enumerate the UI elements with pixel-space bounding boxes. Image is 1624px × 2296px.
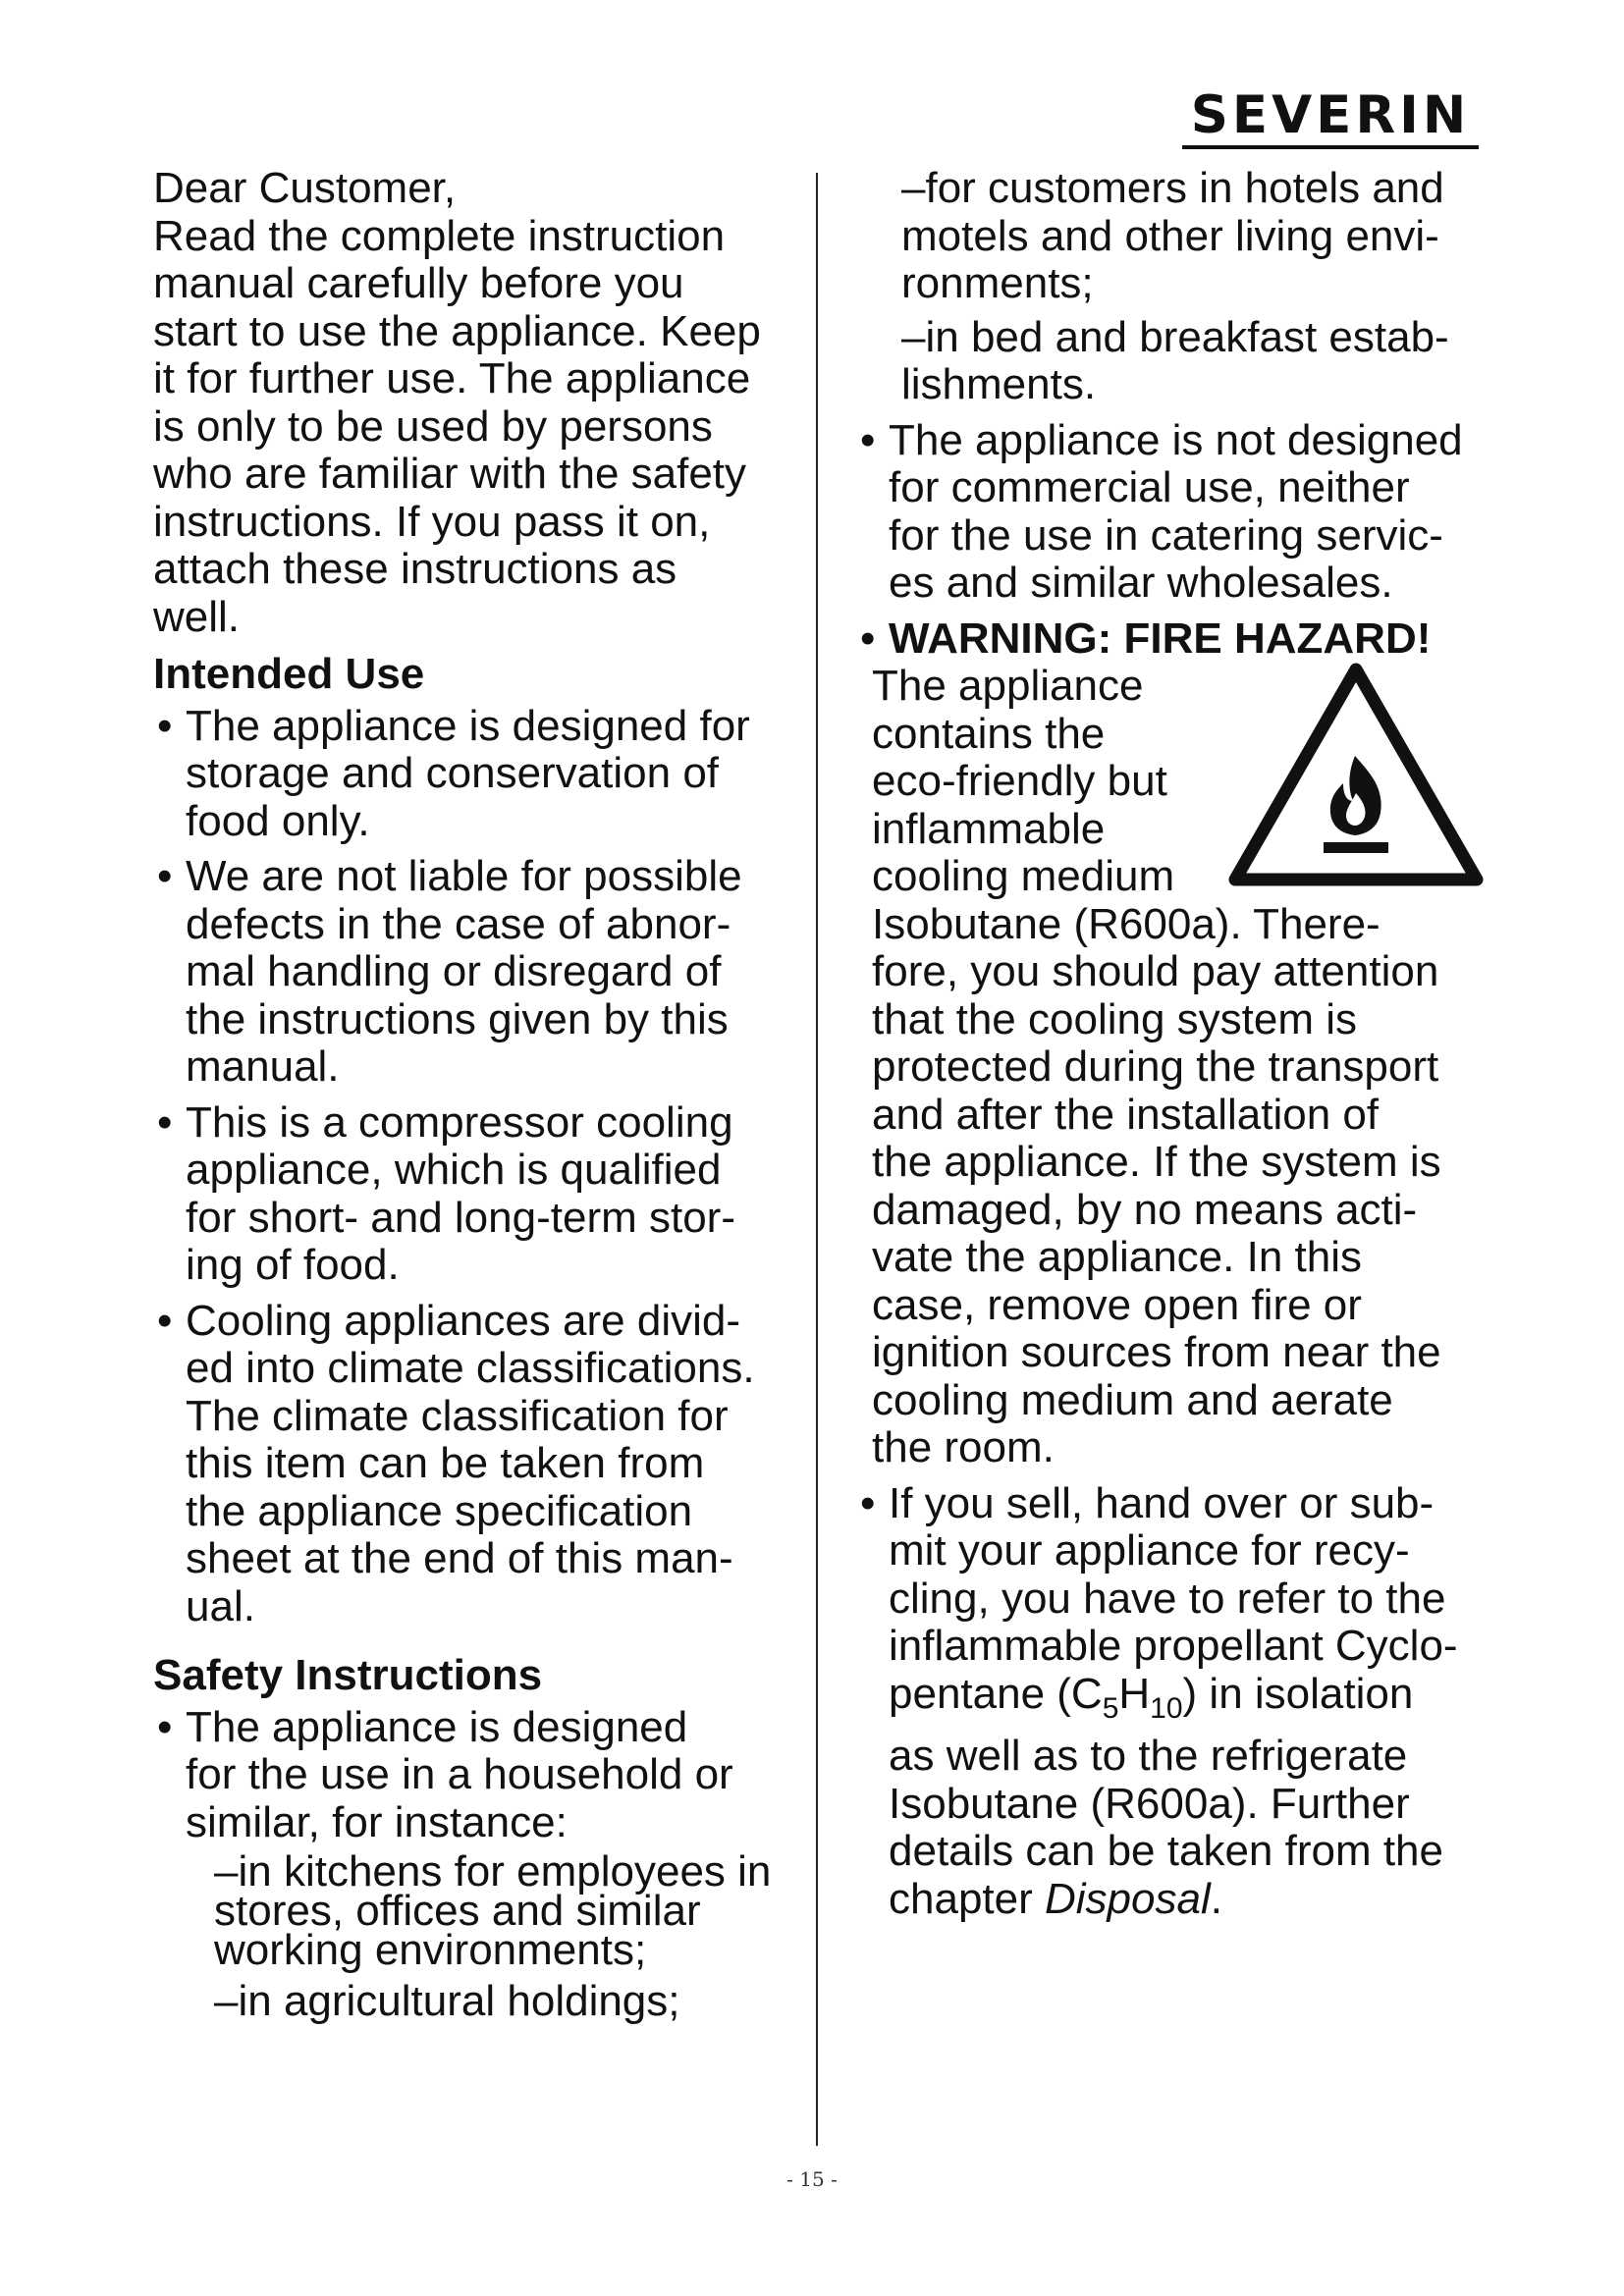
hydrogen-letter: H (1118, 1669, 1151, 1718)
bullet-text: Cooling appliances are divid- ed into climate classifications. The climate classification for this item can be taken from the appliance specification sheet at the end of this man- ual. (186, 1296, 755, 1630)
bullet-item (856, 1480, 1485, 1924)
brand-logo: SEVERIN (1182, 86, 1479, 149)
bullet-icon: • (157, 1296, 173, 1345)
warning-title: WARNING: FIRE HAZARD! (889, 614, 1432, 663)
subscript-10: 10 (1150, 1691, 1183, 1725)
bullet-icon: • (860, 415, 876, 464)
subscript-5: 5 (1102, 1691, 1119, 1725)
dash-item: –for customers in hotels and motels and other living envi- ronments; (901, 164, 1444, 307)
bullet-item (153, 1704, 801, 1847)
dash-item: –in kitchens for employees in stores, offices and similar working environments; (214, 1847, 772, 1974)
right-column (856, 165, 1485, 1923)
bullet-text: The appliance is not designed for commercial use, neither for the use in catering servic- es and similar wholesales. (889, 415, 1463, 607)
dash-item: –in bed and breakfast estab- lishments. (901, 312, 1449, 408)
bullet-icon: • (157, 1702, 173, 1751)
bullet-text: This is a compressor cooling appliance, which is qualified for short- and long-term stor- ing of food. (186, 1097, 735, 1289)
disposal-text-part: If you sell, hand over or sub- mit your appliance for recy- cling, you have to refer to the inflammable propellant Cyclo- pentane (C (889, 1478, 1458, 1718)
bullet-icon: • (157, 852, 173, 900)
bullet-item (153, 853, 801, 1092)
bullet-icon: • (860, 614, 876, 663)
bullet-icon: • (157, 701, 173, 750)
page-number: - 15 - (786, 2167, 838, 2191)
bullet-item (153, 1099, 801, 1290)
disposal-text (889, 1479, 1458, 1923)
bullet-item (153, 1298, 801, 1631)
disposal-text-part: . (1210, 1874, 1222, 1923)
disposal-text-part: ) in isolation as well as to the refrigerate Isobutane (R600a). Further details can be taken from the chapter (889, 1669, 1443, 1923)
intro-paragraph: Dear Customer, Read the complete instruction manual carefully before you start to use the appliance. Keep it for further use. The appliance is only to be used by persons who are familiar with the safety instructions. If you pass it on, attach these instructions as well. (153, 164, 761, 641)
warning-short-text: The appliance contains the eco-friendly but inflammable cooling medium (872, 662, 1175, 900)
bullet-item (856, 615, 1485, 664)
fire-hazard-warning-icon (1227, 662, 1485, 892)
bullet-icon: • (157, 1097, 173, 1147)
column-divider (816, 173, 818, 2146)
left-column (153, 165, 801, 2026)
warning-long-text: Isobutane (R600a). There- fore, you should pay attention that the cooling system is protected during the transport and after the installation of the appliance. If the system is damaged, by no means acti- vate the appliance. In this case, remove open fire or ignition sources from near the cooling medium and aerate the room. (872, 899, 1441, 1471)
heading-intended-use: Intended Use (153, 650, 425, 698)
bullet-text: The appliance is designed for storage and conservation of food only. (186, 701, 750, 845)
dash-item: –in agricultural holdings; (214, 1977, 680, 2025)
bullet-item (856, 417, 1485, 608)
bullet-icon: • (860, 1478, 876, 1527)
disposal-chapter-link: Disposal (1044, 1874, 1211, 1923)
bullet-text: We are not liable for possible defects in the case of abnor- mal handling or disregard of the instructions given by this manual. (186, 852, 742, 1091)
heading-safety-instructions: Safety Instructions (153, 1651, 543, 1699)
bullet-item (153, 703, 801, 846)
bullet-text: The appliance is designed for the use in a household or similar, for instance: (186, 1702, 733, 1846)
